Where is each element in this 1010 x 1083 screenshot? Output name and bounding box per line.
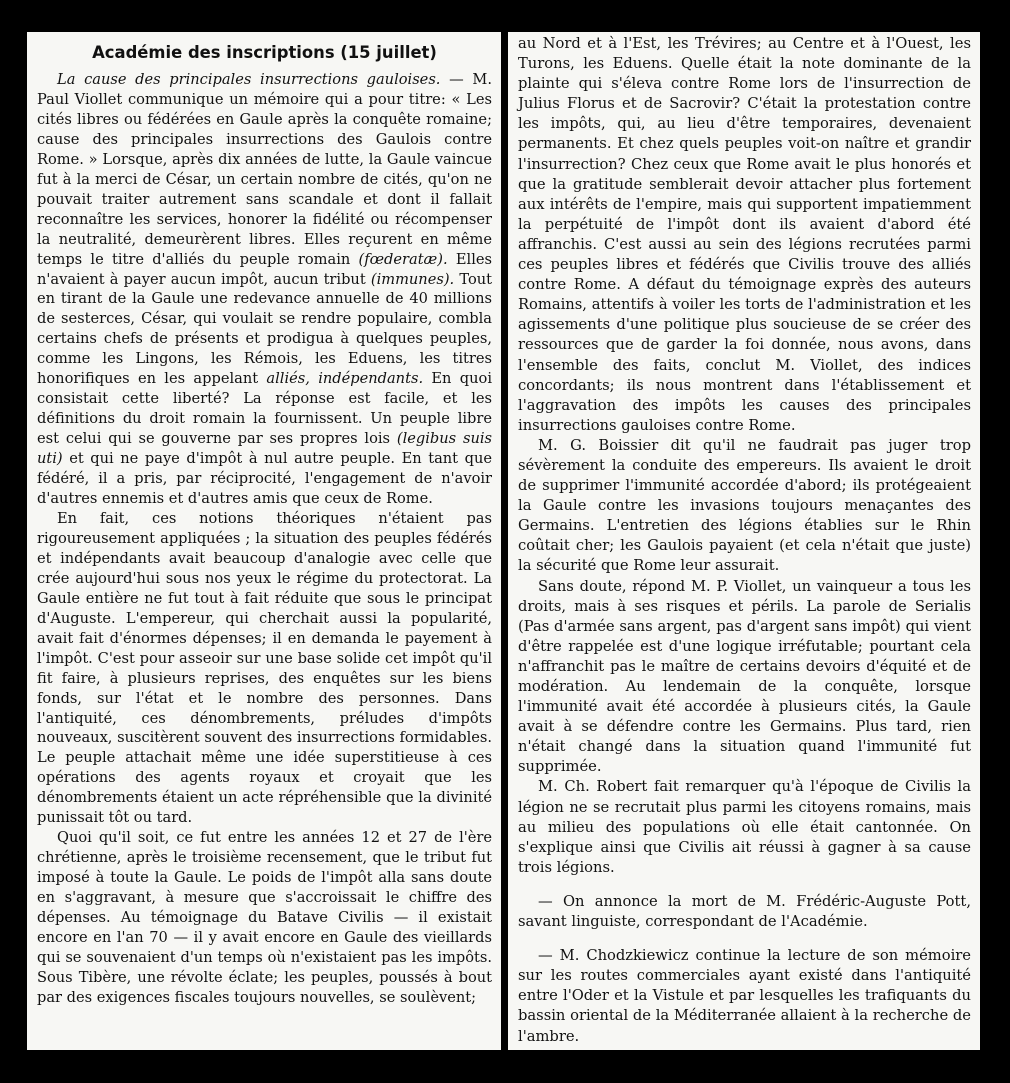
subject-heading: La cause des principales insurrections gauloises.: [57, 71, 441, 88]
paragraph-3: Quoi qu'il soit, ce fut entre les années 12 et 27 de l'ère chrétienne, après le troisième recensement, que le tribut fut imposé à toute la Gaule. Le poids de l'impôt alla sans doute en s'aggravant, à mesure que s'accroissait le chiffre des dépenses. Au témoignage du Batave Civilis — il existait encore en l'an 70 — il y avait encore en Gaule des vieillards qui se souvenaient d'un temps où n'existaient pas les impôts. Sous Tibère, une révolte éclate; les peuples, poussés à bout par des exigences fiscales toujours nouvelles, se soulèvent;: [37, 829, 492, 1006]
text-run: Tout en tirant de la Gaule une redevance annuelle de 40 millions de sesterces, César, qui voulait se rendre populaire, combla certains chefs de présents et prodigua à quelques peuples, comme les Lingons, les Rémois, les Eduens, les titres honorifiques en les appelant: [37, 270, 493, 388]
column-right: [508, 32, 980, 1050]
text-run: Elles n'avaient à payer aucun impôt, aucun tribut: [37, 250, 492, 288]
text-run: et qui ne paye d'impôt à nul autre peuple. En tant que fédéré, il a pris, par réciprocité, l'engagement de n'avoir d'autres ennemis et d'autres amis que ceux de Rome.: [37, 450, 492, 508]
paragraph-pott-death: — On annonce la mort de M. Frédéric-Auguste Pott, savant linguiste, correspondant de l'Académie.: [518, 892, 971, 931]
article-title: Académie des inscriptions (15 juillet): [92, 43, 437, 62]
text-run: En quoi consistait cette liberté? La réponse est facile, et les définitions du droit romain la fournissent. Un peuple libre est celui qui se gouverne par ses propres lois: [37, 370, 492, 448]
latin-term: (fœderatæ).: [358, 250, 448, 268]
paragraph-chodzkiewicz: — M. Chodzkiewicz continue la lecture de son mémoire sur les routes commerciales ayant existé dans l'antiquité entre l'Oder et la Vistule et par lesquelles les trafiquants du bassin oriental de la Méditerranée allaient à la recherche de l'ambre.: [518, 947, 971, 1045]
paragraph-robert: M. Ch. Robert fait remarquer qu'à l'époque de Civilis la légion ne se recrutait plus parmi les citoyens romains, mais au milieu des populations où elle était cantonnée. On s'explique ainsi que Civilis ait réussi à gagner à sa cause trois légions.: [518, 778, 971, 876]
latin-term: (immunes).: [370, 270, 455, 288]
emphasis-term: alliés, indépendants.: [266, 370, 424, 388]
paragraph-2: En fait, ces notions théoriques n'étaient pas rigoureusement appliquées ; la situation des peuples fédérés et indépendants avait beaucoup d'analogie avec celle que crée aujourd'hui sous nos yeux le régime du protectorat. La Gaule entière ne fut tout à fait réduite que sous le principat d'Auguste. L'empereur, qui cherchait aussi la popularité, avait fait d'énormes dépenses; il en demanda le payement à l'impôt. C'est pour asseoir sur une base solide cet impôt qu'il fit faire, à plusieurs reprises, des enquêtes sur les biens fonds, sur l'état et le nombre des personnes. Dans l'antiquité, ces dénombrements, préludes d'impôts nouveaux, suscitèrent souvent des insurrections formidables. Le peuple attachait même une idée superstitieuse à ces opérations des agents royaux et croyait que les dénombrements étaient un acte répréhensible que la divinité punissait tôt ou tard.: [37, 509, 492, 827]
text-run: — M. Paul Viollet communique un mémoire qui a pour titre: « Les cités libres ou fédérées en Gaule après la conquête romaine; cause des principales insurrections des Gaulois contre Rome. » Lorsque, après dix années de lutte, la Gaule vaincue fut à la merci de César, un certain nombre de cités, qu'on ne pouvait traiter autrement sans scandale et dont il fallait reconnaître les services, honorer la fidélité ou récompenser la neutralité, demeurèrent libres. Elles reçurent en même temps le titre d'alliés du peuple romain: [37, 71, 492, 268]
paragraph-viollet-reply: Sans doute, répond M. P. Viollet, un vainqueur a tous les droits, mais à ses risques et périls. La parole de Serialis (Pas d'armée sans argent, pas d'argent sans impôt) qui vient d'être rappelée est d'une logique irréfutable; pourtant cela n'affranchit pas le maître de certains devoirs d'équité et de modération. Au lendemain de la conquête, lorsque l'immunité avait été accordée à plusieurs cités, la Gaule avait à se défendre contre les Germains. Plus tard, rien n'était changé dans la situation quand l'immunité fut supprimée.: [518, 577, 971, 776]
latin-term: (legibus suis uti): [37, 430, 492, 468]
column-left: [27, 32, 501, 1050]
paragraph-boissier: M. G. Boissier dit qu'il ne faudrait pas juger trop sévèrement la conduite des empereurs. Ils avaient le droit de supprimer l'immunité accordée d'abord; ils protégeaient la Gaule contre les invasions toujours menaçantes des Germains. L'entretien des légions établies sur le Rhin coûtait cher; les Gaulois payaient (et cela n'était que juste) la sécurité que Rome leur assurait.: [518, 436, 971, 575]
paragraph-1: [37, 70, 492, 509]
paragraph-continued: au Nord et à l'Est, les Trévires; au Centre et à l'Ouest, les Turons, les Eduens. Quelle était la note dominante de la plainte qui s'éleva contre Rome lors de l'insurrection de Julius Florus et de Sacrovir? C'était la protestation contre les impôts, qui, au lieu d'être temporaires, devenaient permanents. Et chez quels peuples voit-on naître et grandir l'insurrection? Chez ceux que Rome avait le plus honorés et que la gratitude semblerait devoir attacher plus fortement aux intérêts de l'empire, mais qui supportent impatiemment la perpétuité de l'impôt dont ils avaient d'abord été affranchis. C'est aussi au sein des légions recrutées parmi ces peuples libres et fédérés que Civilis trouve des alliés contre Rome. A défaut du témoignage exprès des auteurs Romains, attentifs à voiler les torts de l'administration et les agissements d'une politique plus soucieuse de se créer des ressources que de garder la foi donnée, nous avons, dans l'ensemble des faits, conclut M. Viollet, des indices concordants; ils nous montrent dans l'établissement et l'aggravation des impôts les causes des principales insurrections gauloises contre Rome.: [518, 35, 971, 434]
